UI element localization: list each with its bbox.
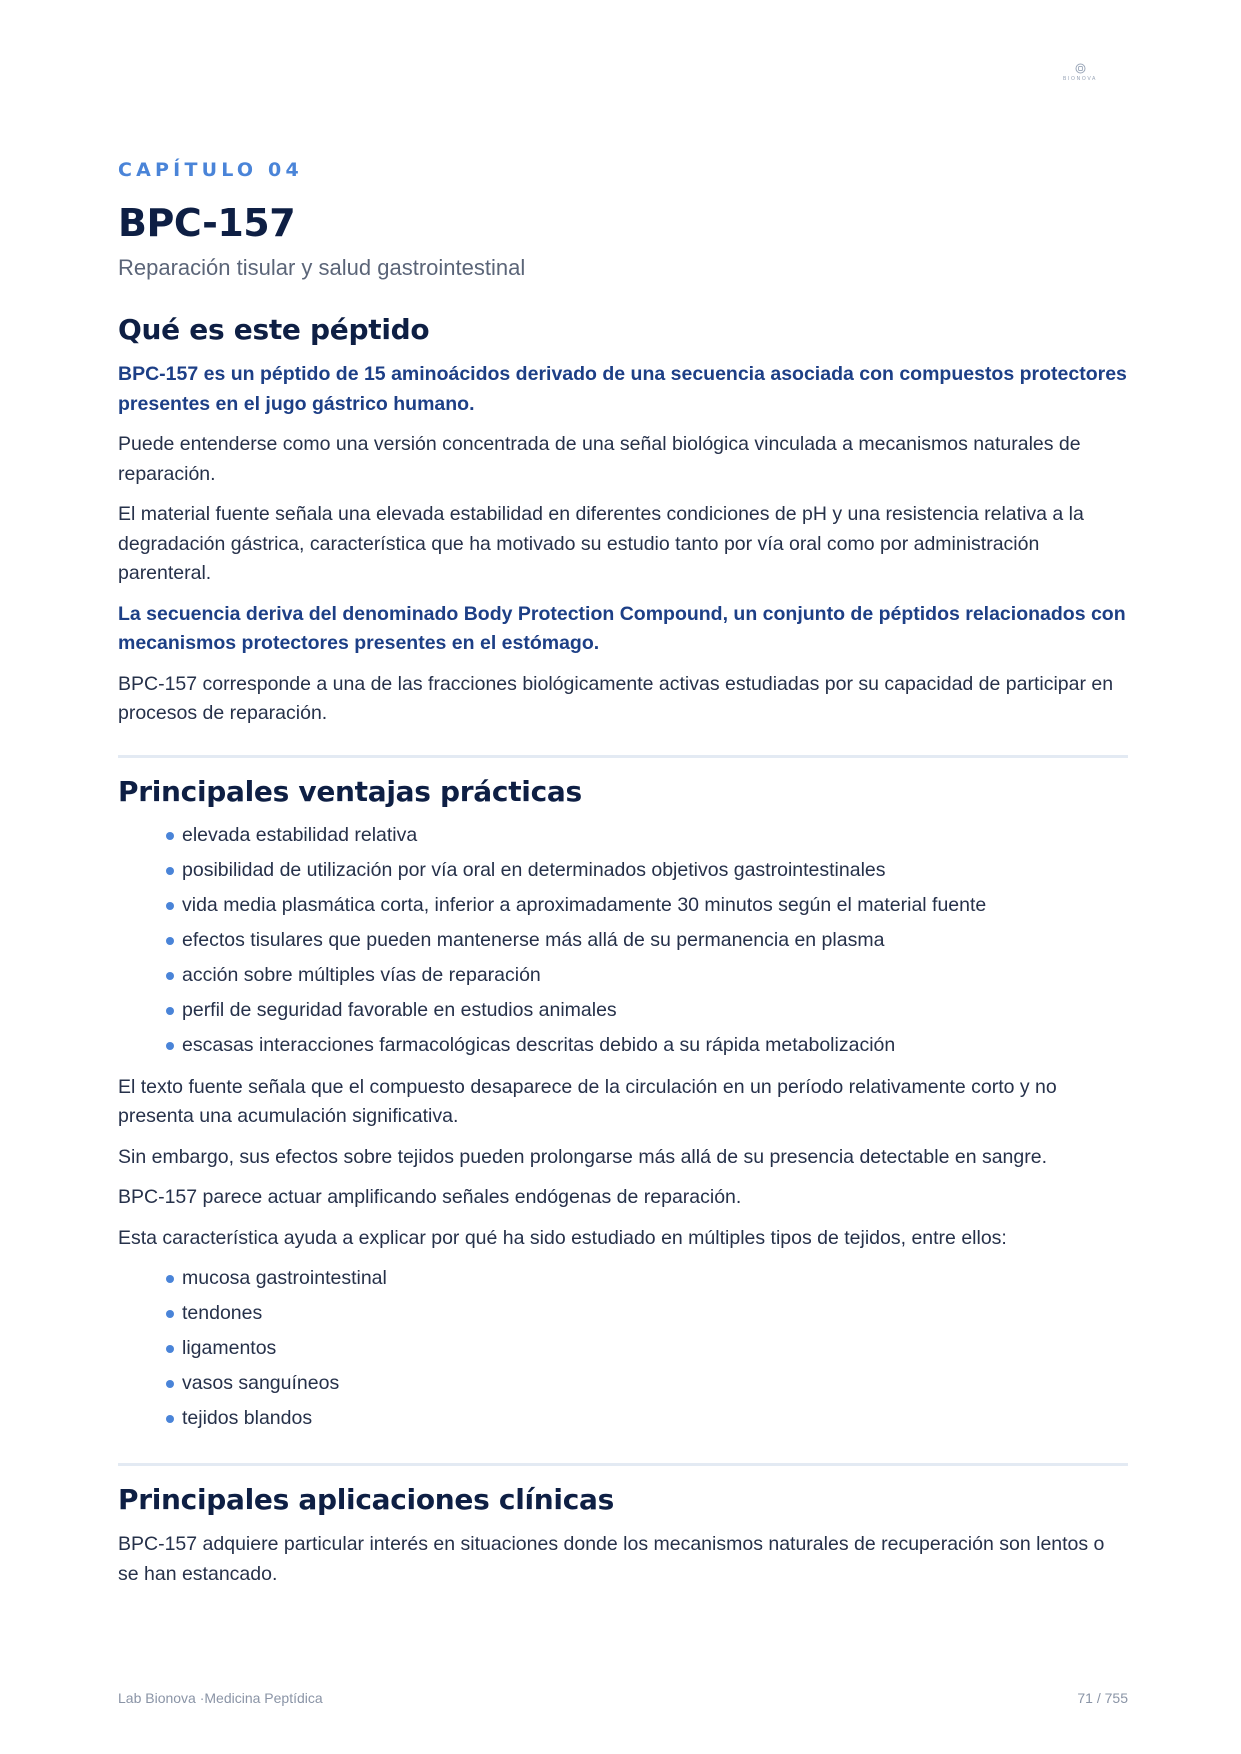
paragraph: El material fuente señala una elevada estabilidad en diferentes condiciones de pH y una resistencia relativa a la degradación gástrica, característica que ha motivado su estudio tanto por vía oral como por administración parenteral. [118,503,1084,584]
highlight-paragraph: La secuencia deriva del denominado Body Protection Compound, un conjunto de péptidos relacionados con mecanismos protectores presentes en el estómago. [118,602,1126,654]
page-title: BPC-157 [118,201,296,245]
highlight-paragraph: BPC-157 es un péptido de 15 aminoácidos derivado de una secuencia asociada con compuestos protectores presentes en el jugo gástrico humano. [118,363,1127,415]
list-item: posibilidad de utilización por vía oral en determinados objetivos gastrointestinales [166,853,1128,888]
list-item: ligamentos [166,1331,1128,1366]
page-content [118,158,1128,1589]
paragraph: El texto fuente señala que el compuesto desaparece de la circulación en un período relativamente corto y no presenta una acumulación significativa. [118,1075,1057,1127]
list-item: efectos tisulares que pueden mantenerse más allá de su permanencia en plasma [166,923,1128,958]
paragraph: BPC-157 adquiere particular interés en situaciones donde los mecanismos naturales de recuperación son lentos o se han estancado. [118,1533,1105,1585]
chapter-label: CAPÍTULO 04 [118,159,303,181]
paragraph: Esta característica ayuda a explicar por qué ha sido estudiado en múltiples tipos de tejidos, entre ellos: [118,1226,1007,1249]
tissues-list [118,1261,1128,1436]
section-divider [118,1463,1128,1466]
paragraph: Sin embargo, sus efectos sobre tejidos pueden prolongarse más allá de su presencia detectable en sangre. [118,1145,1047,1168]
page-number: 71 / 755 [1077,1690,1128,1706]
list-item: perfil de seguridad favorable en estudios animales [166,993,1128,1028]
logo-text: BIONOVA [1062,76,1098,82]
list-item: vida media plasmática corta, inferior a aproximadamente 30 minutos según el material fuente [166,888,1128,923]
section-heading-what-is: Qué es este péptido [118,313,430,346]
footer-source: Lab Bionova ·Medicina Peptídica [118,1690,323,1706]
list-item: tejidos blandos [166,1401,1128,1436]
list-item: mucosa gastrointestinal [166,1261,1128,1296]
advantages-list [118,818,1128,1063]
section-heading-advantages: Principales ventajas prácticas [118,774,582,808]
paragraph: Puede entenderse como una versión concentrada de una señal biológica vinculada a mecanismos naturales de reparación. [118,433,1081,485]
list-item: tendones [166,1296,1128,1331]
paragraph: BPC-157 corresponde a una de las fracciones biológicamente activas estudiadas por su capacidad de participar en procesos de reparación. [118,672,1114,724]
logo-icon [1075,62,1086,75]
section-heading-clinical: Principales aplicaciones clínicas [118,1483,614,1516]
page-subtitle: Reparación tisular y salud gastrointestinal [118,255,526,280]
list-item: escasas interacciones farmacológicas descritas debido a su rápida metabolización [166,1028,1128,1063]
list-item: vasos sanguíneos [166,1366,1128,1401]
list-item: elevada estabilidad relativa [166,818,1128,853]
section-divider [118,755,1128,758]
brand-logo [1060,62,1100,86]
paragraph: BPC-157 parece actuar amplificando señales endógenas de reparación. [118,1186,742,1208]
list-item: acción sobre múltiples vías de reparación [166,958,1128,993]
